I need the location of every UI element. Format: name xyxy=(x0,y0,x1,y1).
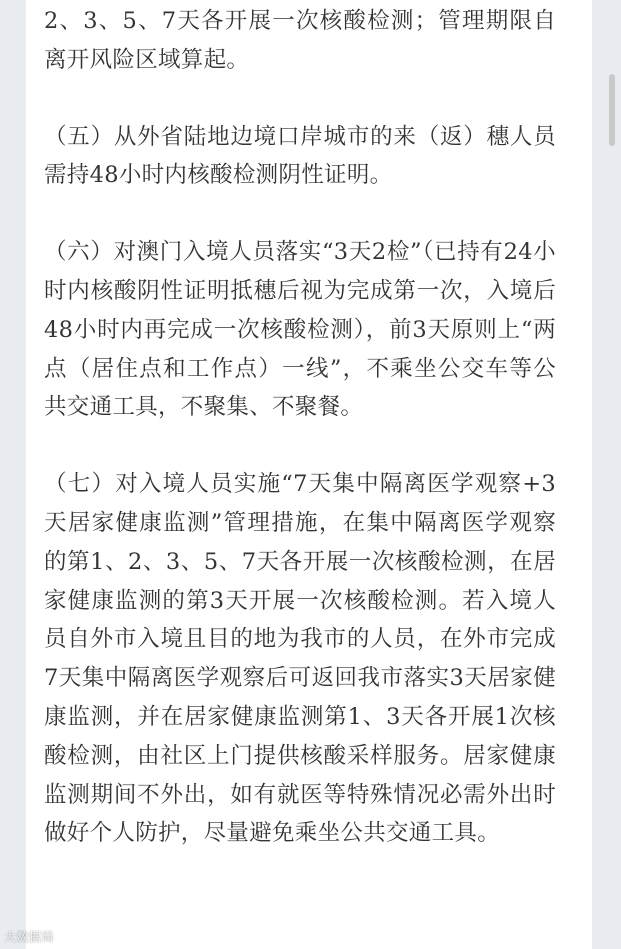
article-paragraph-1: 2、3、5、7天各开展一次核酸检测；管理期限自离开风险区域算起。 xyxy=(44,8,556,73)
article-paragraph-3: （六）对澳门入境人员落实“3天2检”（已持有24小时内核酸阴性证明抵穗后视为完成第一次，入境后48小时内再完成一次核酸检测），前3天原则上“两点（居住点和工作点）一线”，不乘坐公交车等公共交通工具，不聚集、不聚餐。 xyxy=(44,239,556,421)
article-body[interactable] xyxy=(44,2,556,891)
article-paragraph-4: （七）对入境人员实施“7天集中隔离医学观察+3天居家健康监测”管理措施，在集中隔离医学观察的第1、2、3、5、7天各开展一次核酸检测，在居家健康监测的第3天开展一次核酸检测。若入境人员自外市入境且目的地为我市的人员，在外市完成7天集中隔离医学观察后可返回我市落实3天居家健康监测，并在居家健康监测第1、3天各开展1次核酸检测，由社区上门提供核酸采样服务。居家健康监测期间不外出，如有就医等特殊情况必需外出时做好个人防护，尽量避免乘坐公共交通工具。 xyxy=(44,471,556,847)
watermark-text: 大数据局 xyxy=(4,930,55,944)
article-paragraph-2: （五）从外省陆地边境口岸城市的来（返）穗人员需持48小时内核酸检测阴性证明。 xyxy=(44,123,556,189)
watermark xyxy=(4,928,54,945)
vertical-scrollbar-thumb[interactable] xyxy=(609,74,615,146)
